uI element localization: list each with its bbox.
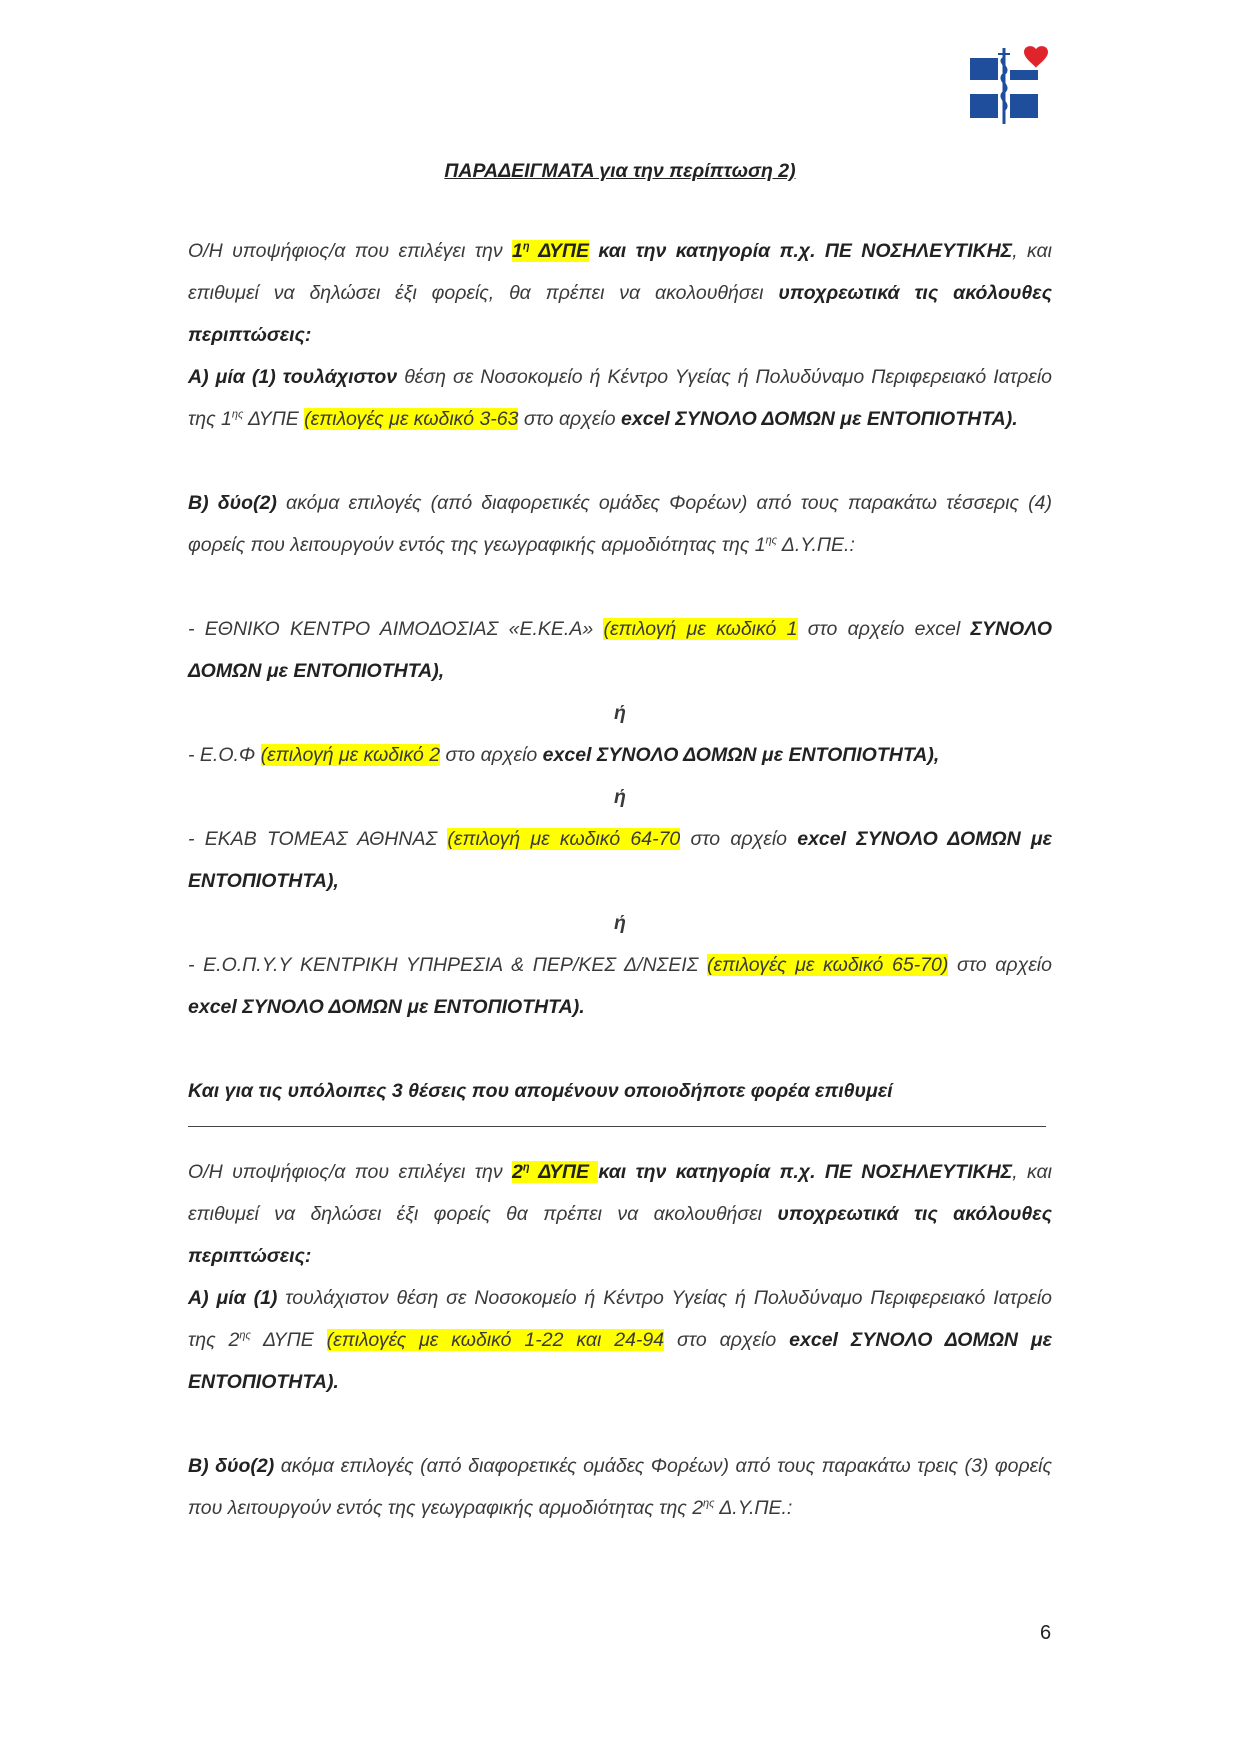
option-item-eof: - Ε.Ο.Φ (επιλογή με κωδικό 2 στο αρχείο excel ΣΥΝΟΛΟ ΔΟΜΩΝ με ΕΝΤΟΠΙΟΤΗΤΑ), [188,744,940,766]
case-b-paragraph: Β) δύο(2) ακόμα επιλογές (από διαφορετικές ομάδες Φορέων) από τους παρακάτω τέσσερις (4) φορείς που λειτουργούν εντός της γεωγραφικής αρμοδιότητας της $1^{\eta\varsigma}$ Δ.Υ.ΠΕ.: [188,492,1052,556]
option-item-ekea: - ΕΘΝΙΚΟ ΚΕΝΤΡΟ ΑΙΜΟΔΟΣΙΑΣ «Ε.ΚΕ.Α» (επιλογή με κωδικό 1 στο αρχείο excel ΣΥΝΟΛΟ ΔΟΜΩΝ με ΕΝΤΟΠΙΟΤΗΤΑ), [188,618,1052,682]
case-a-paragraph: Α) μία (1) τουλάχιστον θέση σε Νοσοκομείο ή Κέντρο Υγείας ή Πολυδύναμο Περιφερειακό Ιατρείο της $2^{\eta\varsigma}$ ΔΥΠΕ (επιλογές με κωδικό 1-22 και 24-94 στο αρχείο excel ΣΥΝΟΛΟ ΔΟΜΩΝ με ΕΝΤΟΠΙΟΤΗΤΑ). [188,1287,1053,1393]
section-divider [188,1116,1046,1127]
or-separator: ή [614,786,626,808]
page-number: 6 [1040,1622,1052,1644]
case-a-paragraph: Α) μία (1) τουλάχιστον θέση σε Νοσοκομείο ή Κέντρο Υγείας ή Πολυδύναμο Περιφερειακό Ιατρείο της $1^{\eta\varsigma}$ ΔΥΠΕ (επιλογές με κωδικό 3-63 στο αρχείο excel ΣΥΝΟΛΟ ΔΟΜΩΝ με ΕΝΤΟΠΙΟΤΗΤΑ). [188,366,1052,430]
option-item-eopyy: - Ε.Ο.Π.Υ.Υ ΚΕΝΤΡΙΚΗ ΥΠΗΡΕΣΙΑ & ΠΕΡ/ΚΕΣ Δ/ΝΣΕΙΣ (επιλογές με κωδικό 65-70) στο αρχείο excel ΣΥΝΟΛΟ ΔΟΜΩΝ με ΕΝΤΟΠΙΟΤΗΤΑ). [188,954,1052,1018]
section-dype-1 [188,230,1052,1112]
highlight-codes: (επιλογές με κωδικό 1-22 και 24-94 [326,1329,665,1351]
intro-paragraph: Ο/Η υποψήφιος/α που επιλέγει την $2^\eta$ ΔΥΠΕ και την κατηγορία π.χ. ΠΕ ΝΟΣΗΛΕΥΤΙΚΗΣ, και επιθυμεί να δηλώσει έξι φορείς θα πρέπει να ακολουθήσει υποχρεωτικά τις ακόλουθες περιπτώσεις: [188,1161,1053,1267]
case-b-paragraph: Β) δύο(2) ακόμα επιλογές (από διαφορετικές ομάδες Φορέων) από τους παρακάτω τρεις (3) φορείς που λειτουργούν εντός της γεωγραφικής αρμοδιότητας της $2^{\eta\varsigma}$ Δ.Υ.ΠΕ.: [188,1455,1052,1519]
option-item-ekav: - ΕΚΑΒ ΤΟΜΕΑΣ ΑΘΗΝΑΣ (επιλογή με κωδικό 64-70 στο αρχείο excel ΣΥΝΟΛΟ ΔΟΜΩΝ με ΕΝΤΟΠΙΟΤΗΤΑ), [188,828,1052,892]
page-title: ΠΑΡΑΔΕΙΓΜΑΤΑ για την περίπτωση 2) [444,160,796,182]
remaining-positions-note: Και για τις υπόλοιπες 3 θέσεις που απομένουν οποιοδήποτε φορέα επιθυμεί [188,1080,893,1102]
or-separator: ή [614,702,626,724]
or-separator: ή [614,912,626,934]
document-body [188,150,1052,1529]
intro-paragraph: Ο/Η υποψήφιος/α που επιλέγει την $1^\eta$ ΔΥΠΕ και την κατηγορία π.χ. ΠΕ ΝΟΣΗΛΕΥΤΙΚΗΣ, και επιθυμεί να δηλώσει έξι φορείς, θα πρέπει να ακολουθήσει υποχρεωτικά τις ακόλουθες περιπτώσεις: [188,240,1052,346]
health-ministry-logo-icon [970,44,1050,128]
section-dype-2 [188,1151,1052,1529]
highlight-dype: $2^\eta$ ΔΥΠΕ [512,1161,599,1183]
highlight-codes: (επιλογές με κωδικό 3-63 [304,408,519,430]
highlight-dype: $1^\eta$ ΔΥΠΕ [512,240,589,262]
